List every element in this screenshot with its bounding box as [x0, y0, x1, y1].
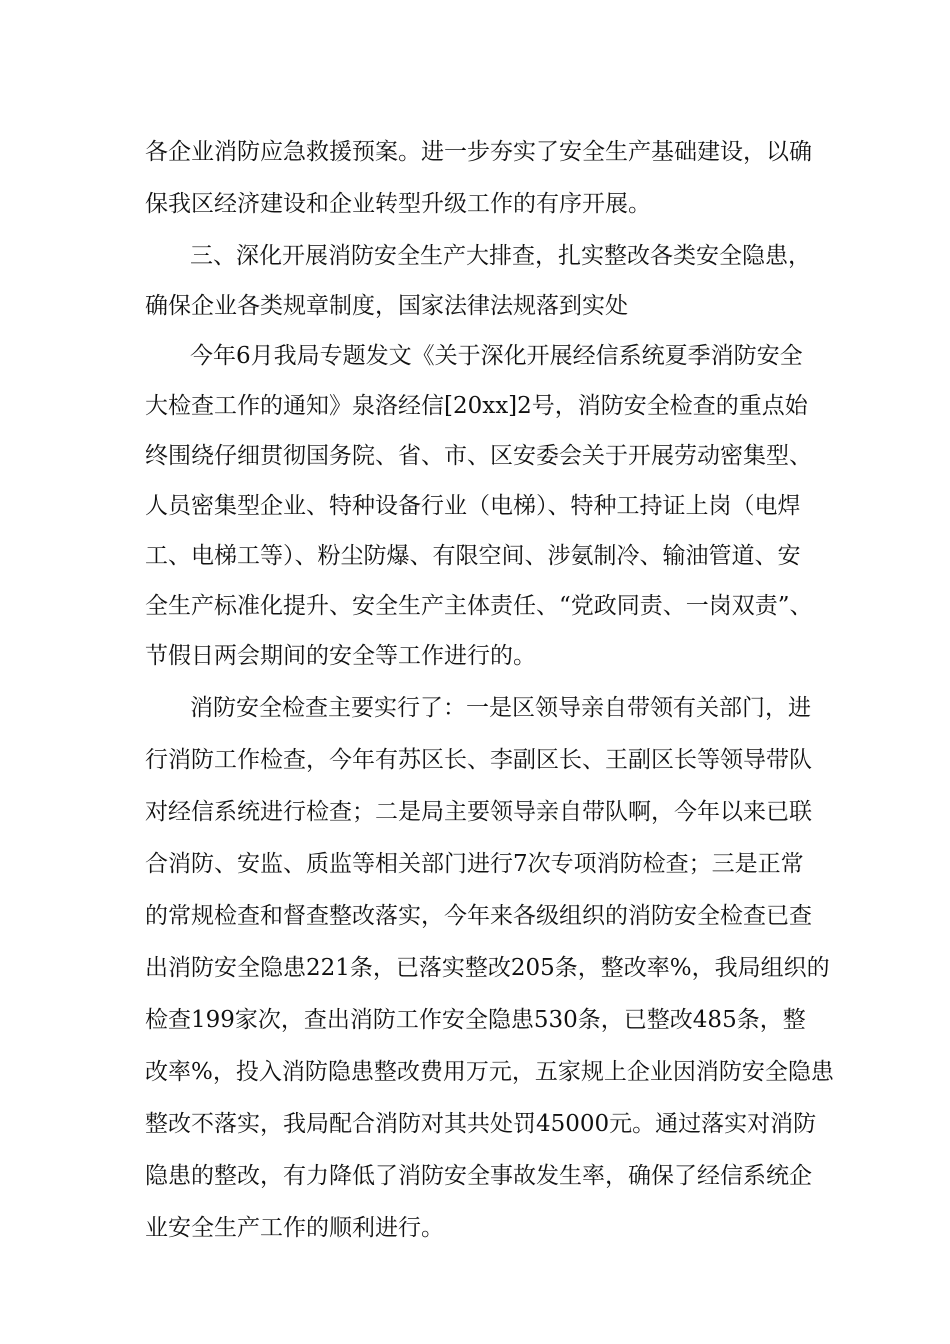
- text-line: 保我区经济建设和企业转型升级工作的有序开展。: [145, 191, 651, 217]
- text-line: 行消防工作检查，今年有苏区长、李副区长、王副区长等领导带队: [145, 747, 812, 773]
- text-line: 今年6月我局专题发文《关于深化开展经信系统夏季消防安全: [190, 343, 803, 369]
- text-line: 节假日两会期间的安全等工作进行的。: [145, 643, 536, 669]
- text-line: 消防安全检查主要实行了：一是区领导亲自带领有关部门，进: [190, 695, 811, 721]
- text-line: 整改不落实，我局配合消防对其共处罚45000元。通过落实对消防: [145, 1111, 817, 1137]
- text-line: 全生产标准化提升、安全生产主体责任、“党政同责、一岗双责”、: [145, 593, 813, 619]
- text-line: 隐患的整改，有力降低了消防安全事故发生率，确保了经信系统企: [145, 1163, 812, 1189]
- text-line: 工、电梯工等）、粉尘防爆、有限空间、涉氨制冷、输油管道、安: [145, 543, 801, 569]
- text-line: 业安全生产工作的顺利进行。: [145, 1215, 444, 1241]
- text-line: 合消防、安监、质监等相关部门进行7次专项消防检查；三是正常: [145, 851, 804, 877]
- text-line: 人员密集型企业、特种设备行业（电梯）、特种工持证上岗（电焊: [145, 493, 801, 519]
- section-heading-line: 确保企业各类规章制度，国家法律法规落到实处: [145, 293, 628, 319]
- text-line: 出消防安全隐患221条，已落实整改205条，整改率%，我局组织的: [145, 955, 830, 981]
- section-heading-line: 三、深化开展消防安全生产大排查，扎实整改各类安全隐患，: [190, 243, 811, 269]
- text-line: 终围绕仔细贯彻国务院、省、市、区安委会关于开展劳动密集型、: [145, 443, 812, 469]
- text-line: 改率%，投入消防隐患整改费用万元，五家规上企业因消防安全隐患: [145, 1059, 834, 1085]
- text-line: 的常规检查和督查整改落实，今年来各级组织的消防安全检查已查: [145, 903, 812, 929]
- text-line: 对经信系统进行检查；二是局主要领导亲自带队啊，今年以来已联: [145, 799, 812, 825]
- text-line: 大检查工作的通知》泉洛经信[20xx]2号，消防安全检查的重点始: [145, 393, 808, 419]
- text-line: 检查199家次，查出消防工作安全隐患530条，已整改485条，整: [145, 1007, 806, 1033]
- text-line: 各企业消防应急救援预案。进一步夯实了安全生产基础建设，以确: [145, 139, 812, 165]
